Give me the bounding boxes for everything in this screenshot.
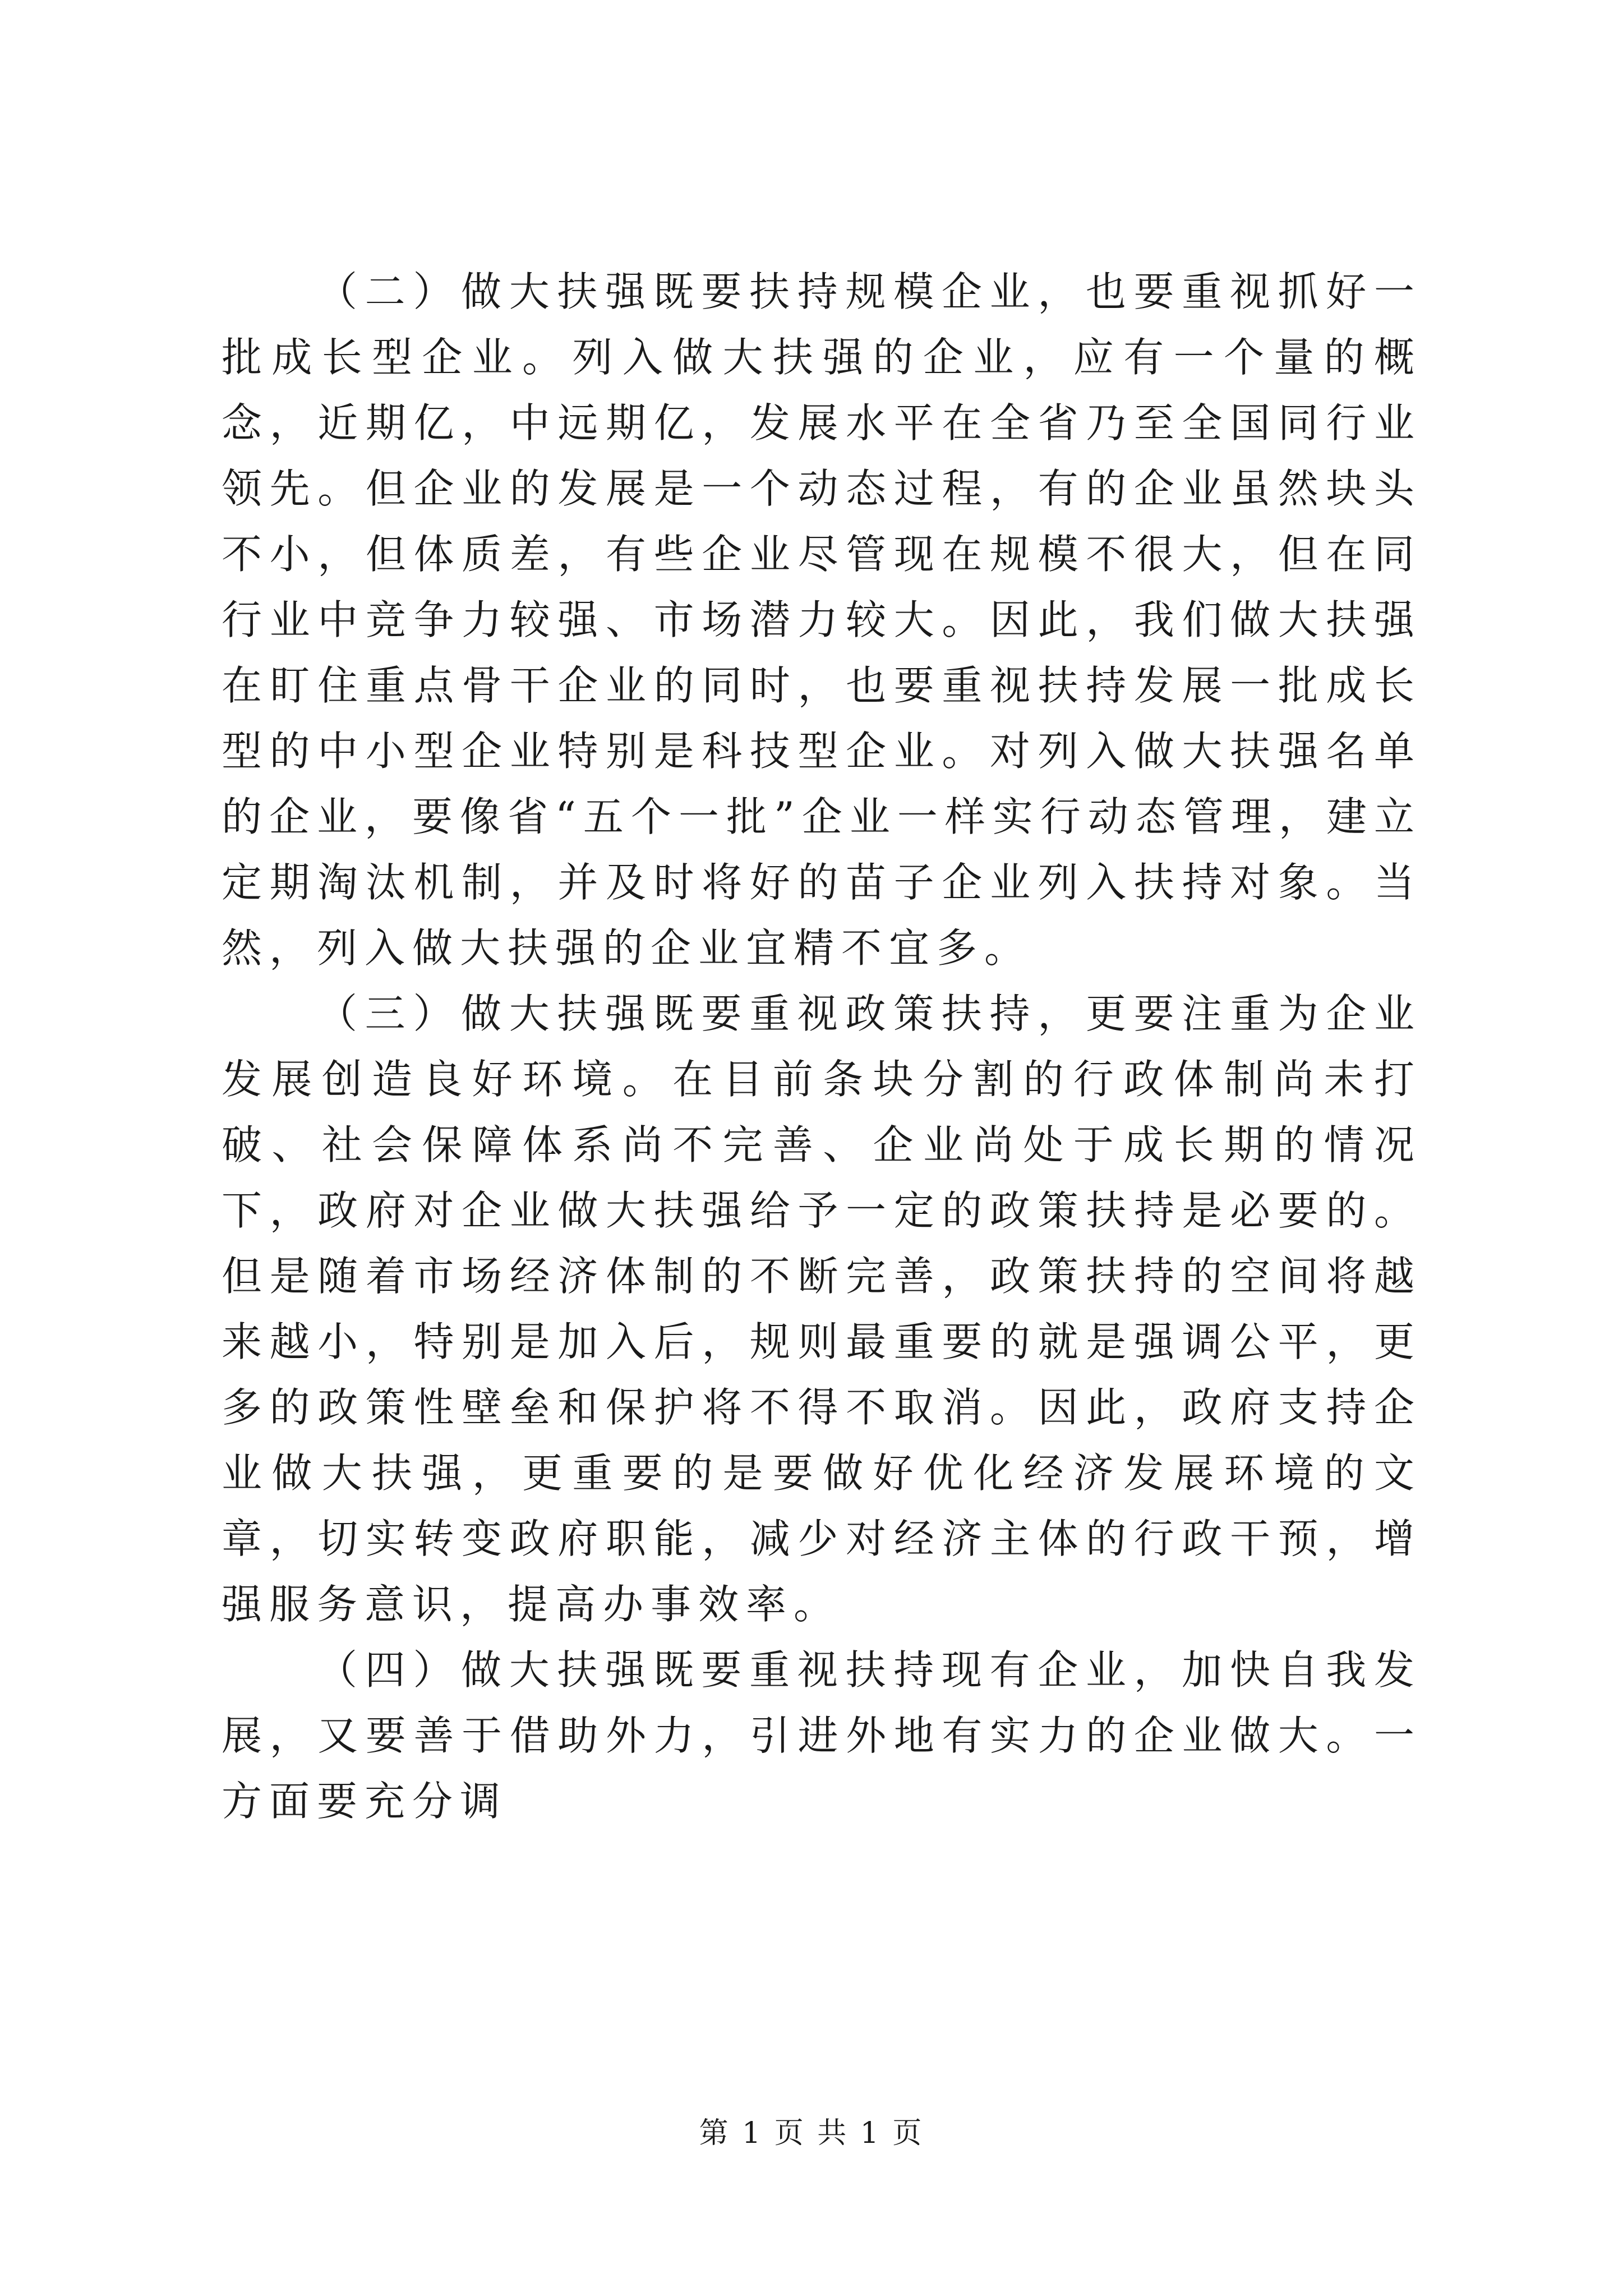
paragraph-2: （二）做大扶强既要扶持规模企业，也要重视抓好一批成长型企业。列入做大扶强的企业，应有一个量的概念，近期亿，中远期亿，发展水平在全省乃至全国同行业领先。但企业的发展是一个动态过程，有的企业虽然块头不小，但体质差，有些企业尽管现在规模不很大，但在同行业中竞争力较强、市场潜力较大。因此，我们做大扶强在盯住重点骨干企业的同时，也要重视扶持发展一批成长型的中小型企业特别是科技型企业。对列入做大扶强名单的企业，要像省“五个一批”企业一样实行动态管理，建立定期淘汰机制，并及时将好的苗子企业列入扶持对象。当然，列入做大扶强的企业宜精不宜多。 [222,268,1422,972]
document-body [222,259,1422,1834]
paragraph-4: （四）做大扶强既要重视扶持现有企业，加快自我发展，又要善于借助外力，引进外地有实力的企业做大。一方面要充分调 [222,1646,1422,1825]
page-footer: 第 1 页 共 1 页 [699,2116,924,2150]
paragraph-3: （三）做大扶强既要重视政策扶持，更要注重为企业发展创造良好环境。在目前条块分割的行政体制尚未打破、社会保障体系尚不完善、企业尚处于成长期的情况下，政府对企业做大扶强给予一定的政策扶持是必要的。但是随着市场经济体制的不断完善，政策扶持的空间将越来越小，特别是加入后，规则最重要的就是强调公平，更多的政策性壁垒和保护将不得不取消。因此，政府支持企业做大扶强，更重要的是要做好优化经济发展环境的文章，切实转变政府职能，减少对经济主体的行政干预，增强服务意识，提高办事效率。 [222,990,1422,1628]
